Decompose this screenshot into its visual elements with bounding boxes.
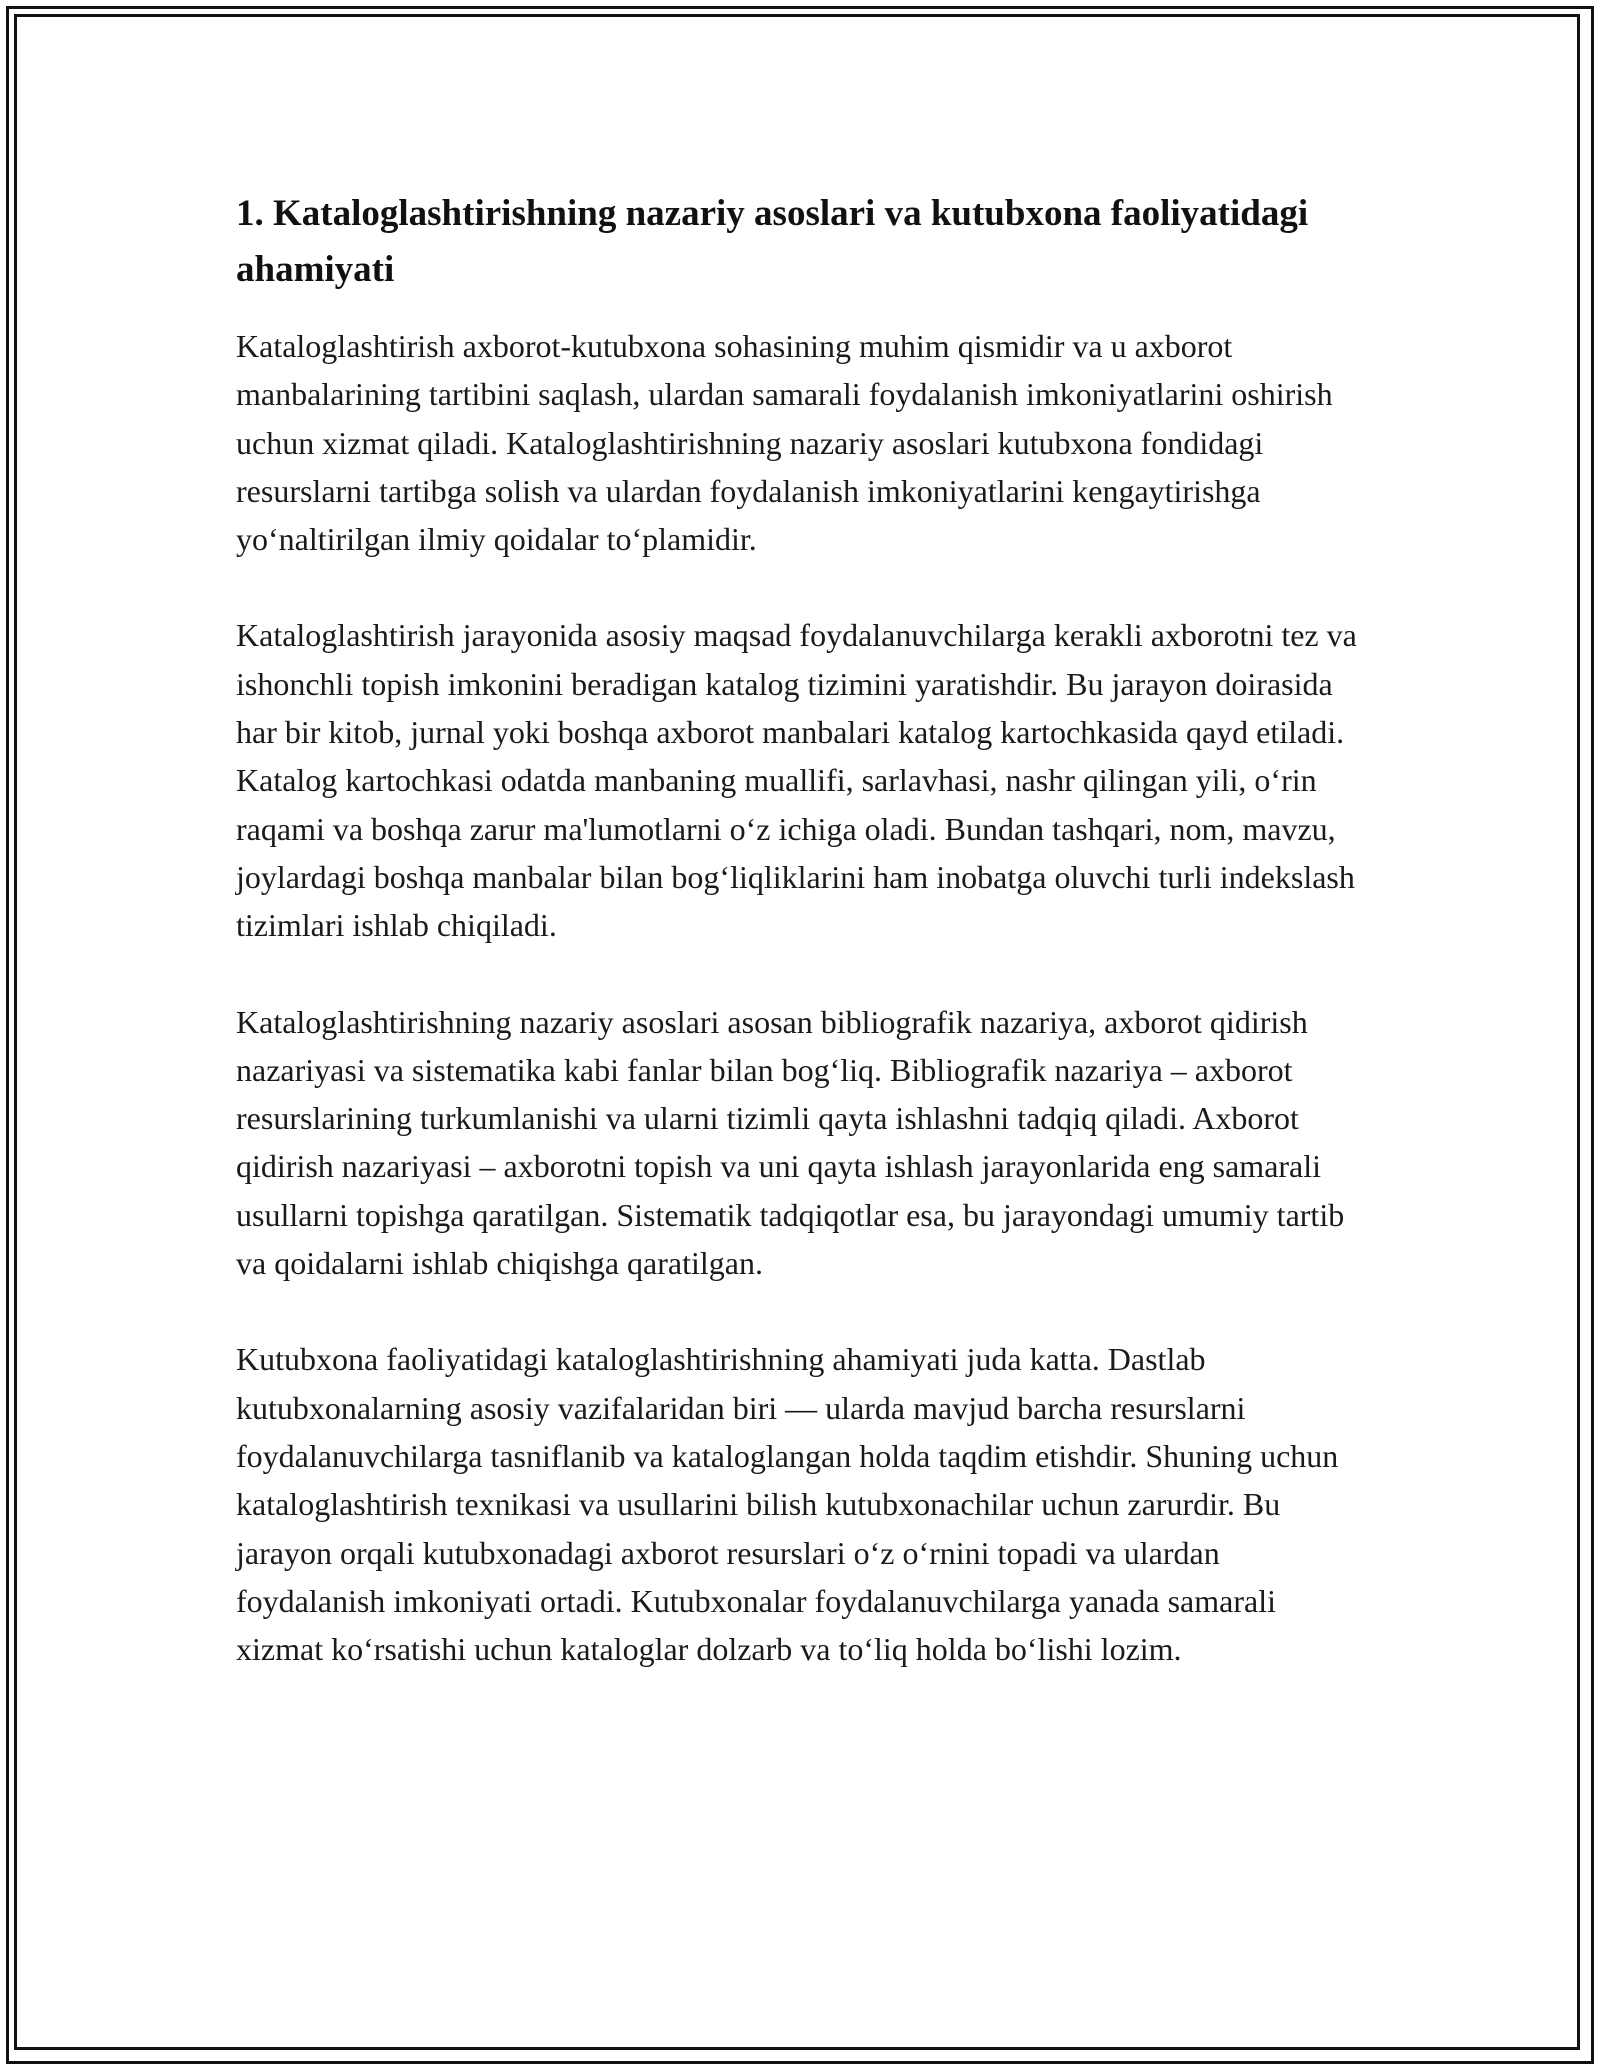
paragraph-2: Kataloglashtirish jarayonida asosiy maqsad foydalanuvchilarga kerakli axborotni tez va ishonchli topish imkonini beradigan katalog tizimini yaratishdir. Bu jarayon doirasida har bir kitob, jurnal yoki boshqa axborot manbalari katalog kartochkasida qayd etiladi. Katalog kartochkasi odatda manbaning muallifi, sarlavhasi, nashr qilingan yili, o‘rin raqami va boshqa zarur ma'lumotlarni o‘z ichiga oladi. Bundan tashqari, nom, mavzu, joylardagi boshqa manbalar bilan bog‘liqliklarini ham inobatga oluvchi turli indekslash tizimlari ishlab chiqiladi. (236, 617, 1357, 944)
document-body (236, 186, 1366, 1721)
section-title: 1. Kataloglashtirishning nazariy asoslari va kutubxona faoliyatidagi ahamiyati (236, 193, 1309, 290)
paragraph-1: Kataloglashtirish axborot-kutubxona sohasining muhim qismidir va u axborot manbalarining tartibini saqlash, ulardan samarali foydalanish imkoniyatlarini oshirish uchun xizmat qiladi. Kataloglashtirishning nazariy asoslari kutubxona fondidagi resurslarni tartibga solish va ulardan foydalanish imkoniyatlarini kengaytirishga yo‘naltirilgan ilmiy qoidalar to‘plamidir. (236, 328, 1333, 558)
paragraph-3: Kataloglashtirishning nazariy asoslari asosan bibliografik nazariya, axborot qidirish nazariyasi va sistematika kabi fanlar bilan bog‘liq. Bibliografik nazariya – axborot resurslarining turkumlanishi va ularni tizimli qayta ishlashni tadqiq qiladi. Axborot qidirish nazariyasi – axborotni topish va uni qayta ishlash jarayonlarida eng samarali usullarni topishga qaratilgan. Sistematik tadqiqotlar esa, bu jarayondagi umumiy tartib va qoidalarni ishlab chiqishga qaratilgan. (236, 1003, 1345, 1282)
paragraph-4: Kutubxona faoliyatidagi kataloglashtirishning ahamiyati juda katta. Dastlab kutubxonalarning asosiy vazifalaridan biri — ularda mavjud barcha resurslarni foydalanuvchilarga tasniflanib va kataloglangan holda taqdim etishdir. Shuning uchun kataloglashtirish texnikasi va usullarini bilish kutubxonachilar uchun zarurdir. Bu jarayon orqali kutubxonadagi axborot resurslari o‘z o‘rnini topadi va ulardan foydalanish imkoniyati ortadi. Kutubxonalar foydalanuvchilarga yanada samarali xizmat ko‘rsatishi uchun kataloglar dolzarb va to‘liq holda bo‘lishi lozim. (236, 1341, 1339, 1668)
